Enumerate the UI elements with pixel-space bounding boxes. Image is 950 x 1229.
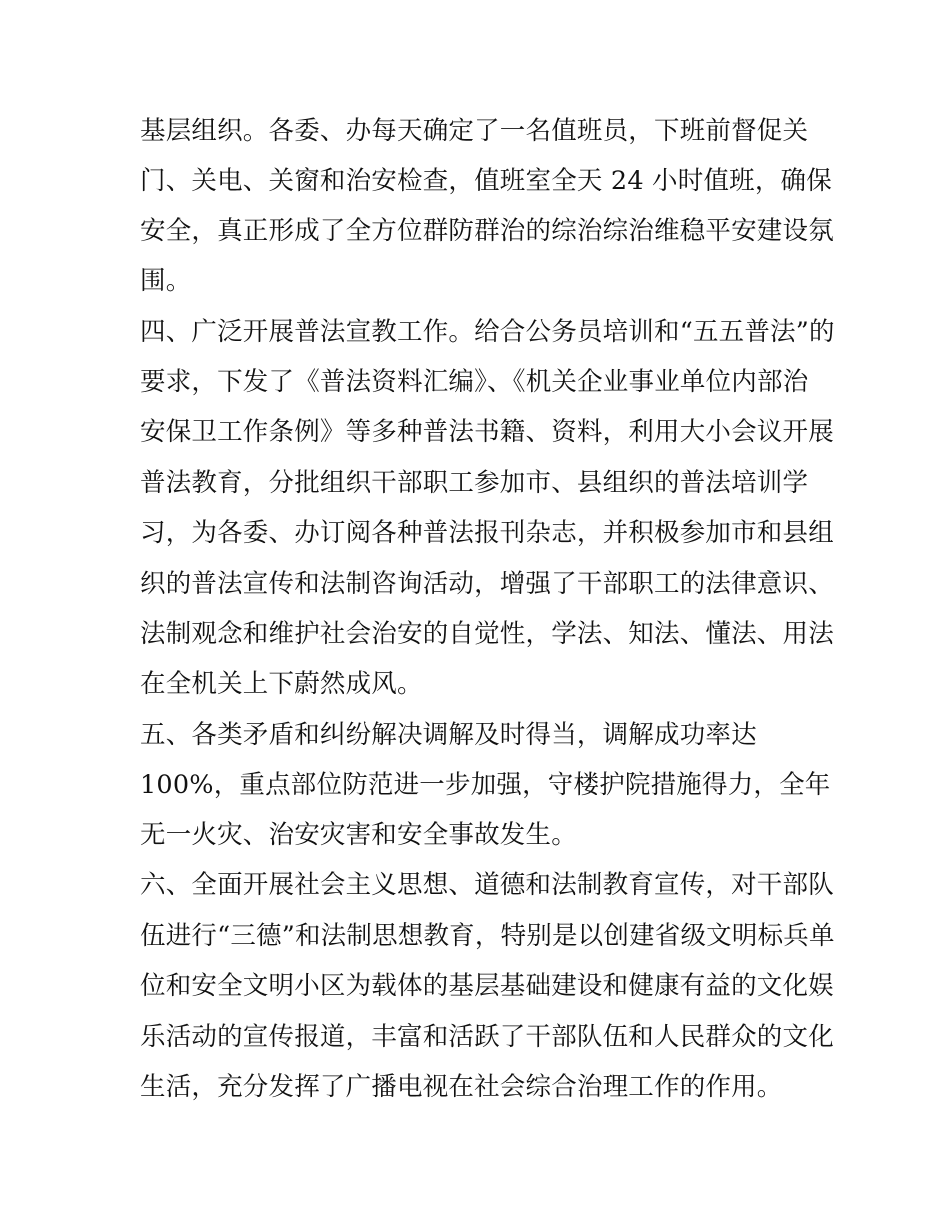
text-line: 四、广泛开展普法宣教工作。给合公务员培训和“五五普法”的 [140,317,835,347]
text-line: 安保卫工作条例》等多种普法书籍、资料，利用大小会议开展 [140,417,834,447]
text-line: 习，为各委、办订阅各种普法报刊杂志，并积极参加市和县组 [140,518,834,548]
text-line: 在全机关上下蔚然成风。 [140,669,423,699]
text-line: 围。 [140,266,192,296]
text-line: 乐活动的宣传报道，丰富和活跃了干部队伍和人民群众的文化 [140,1022,834,1052]
text-line: 普法教育，分批组织干部职工参加市、县组织的普法培训学 [140,468,809,498]
text-line: 六、全面开展社会主义思想、道德和法制教育宣传，对干部队 [140,870,834,900]
text-line: 五、各类矛盾和纠纷解决调解及时得当，调解成功率达 [140,720,757,750]
text-line: 100%，重点部位防范进一步加强，守楼护院措施得力，全年 [140,770,831,800]
text-line: 伍进行“三德”和法制思想教育，特别是以创建省级文明标兵单 [140,921,835,951]
text-line: 安全，真正形成了全方位群防群治的综治综治维稳平安建设氛 [140,216,834,246]
text-line: 基层组织。各委、办每天确定了一名值班员，下班前督促关 [140,116,809,146]
text-line: 织的普法宣传和法制咨询活动，增强了干部职工的法律意识、 [140,569,834,599]
text-line: 门、关电、关窗和治安检查，值班室全天 24 小时值班，确保 [140,166,832,196]
text-line: 位和安全文明小区为载体的基层基础建设和健康有益的文化娱 [140,971,834,1001]
text-line: 无一火灾、治安灾害和安全事故发生。 [140,820,577,850]
text-line: 生活，充分发挥了广播电视在社会综合治理工作的作用。 [140,1072,783,1102]
text-line: 要求，下发了《普法资料汇编》、《机关企业事业单位内部治 [140,367,809,397]
text-line: 法制观念和维护社会治安的自觉性，学法、知法、懂法、用法 [140,619,834,649]
